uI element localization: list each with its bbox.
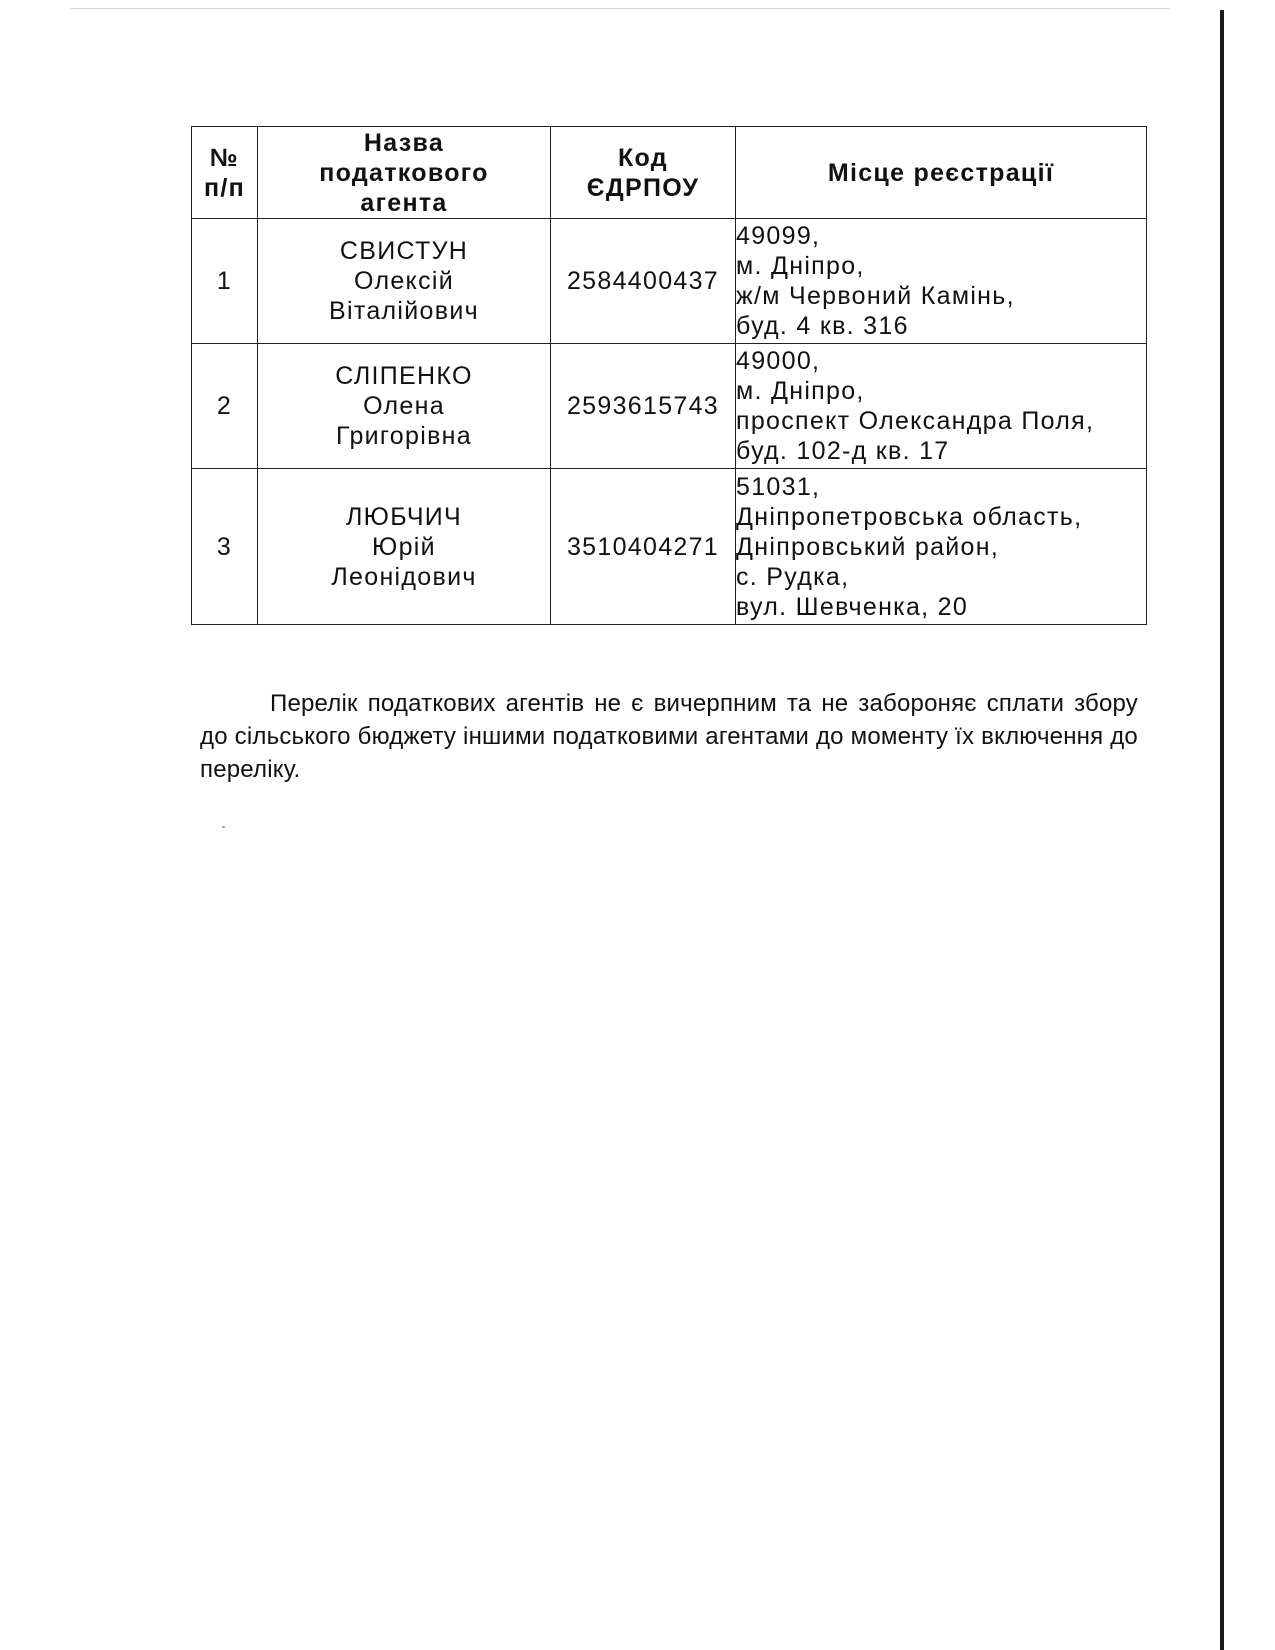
list-disclaimer-note: Перелік податкових агентів не є вичерпним та не забороняє сплати збору до сільського бюджету іншими податковими агентами до моменту їх включення до переліку. [200,690,1138,783]
registration-address [736,469,1147,625]
address-line: буд. 4 кв. 316 [736,312,909,340]
address-line: 49099, [736,222,821,250]
table-row [192,469,1147,625]
agent-patronymic: Леонідович [331,562,477,591]
agent-first-name: Олексій [354,267,454,295]
address-line: буд. 102-д кв. 17 [736,437,950,465]
address-line: 49000, [736,347,821,375]
registration-address [736,344,1147,469]
agent-name [258,219,551,344]
edrpou-code: 2593615743 [551,344,736,469]
agent-surname: СЛІПЕНКО [335,362,473,390]
agent-surname: ЛЮБЧИЧ [345,502,463,531]
header-number-line-1: № [209,143,240,172]
address-line: с. Рудка, [736,562,850,591]
address-line: ж/м Червоний Камінь, [736,282,1015,310]
address-line: 51031, [736,472,821,501]
agent-patronymic: Григорівна [336,422,472,450]
agent-name [258,344,551,469]
table-header-row [192,127,1147,219]
table-row [192,344,1147,469]
address-line: м. Дніпро, [736,377,865,405]
tax-agents-table [191,126,1147,625]
agent-first-name: Юрій [372,532,436,561]
row-number: 2 [192,344,258,469]
address-line: м. Дніпро, [736,252,865,280]
registration-address [736,219,1147,344]
header-edrpou-code [551,127,736,219]
header-edrpou-line-1: Код [618,143,668,172]
address-line: вул. Шевченка, 20 [736,592,969,621]
agent-patronymic: Віталійович [329,297,479,325]
header-agent-name [258,127,551,219]
row-number: 1 [192,219,258,344]
edrpou-code: 2584400437 [551,219,736,344]
scan-right-edge [1220,10,1224,1650]
header-edrpou-line-2: ЄДРПОУ [586,173,700,202]
scan-top-edge [70,8,1170,9]
header-agent-name-line-1: Назва [363,128,445,157]
agent-surname: СВИСТУН [339,237,469,265]
address-line: Дніпропетровська область, [736,502,1083,531]
edrpou-code: 3510404271 [551,469,736,625]
table-row [192,219,1147,344]
header-number-line-2: п/п [203,173,246,202]
agent-first-name: Олена [363,392,445,420]
header-agent-name-line-2: податкового [319,158,489,187]
row-number: 3 [192,469,258,625]
header-registration-place: Місце реєстрації [736,127,1147,219]
header-agent-name-line-3: агента [360,188,448,217]
agent-name [258,469,551,625]
address-line: проспект Олександра Поля, [736,407,1095,435]
header-number [192,127,258,219]
address-line: Дніпровський район, [736,532,1000,561]
scan-speck [222,826,225,828]
